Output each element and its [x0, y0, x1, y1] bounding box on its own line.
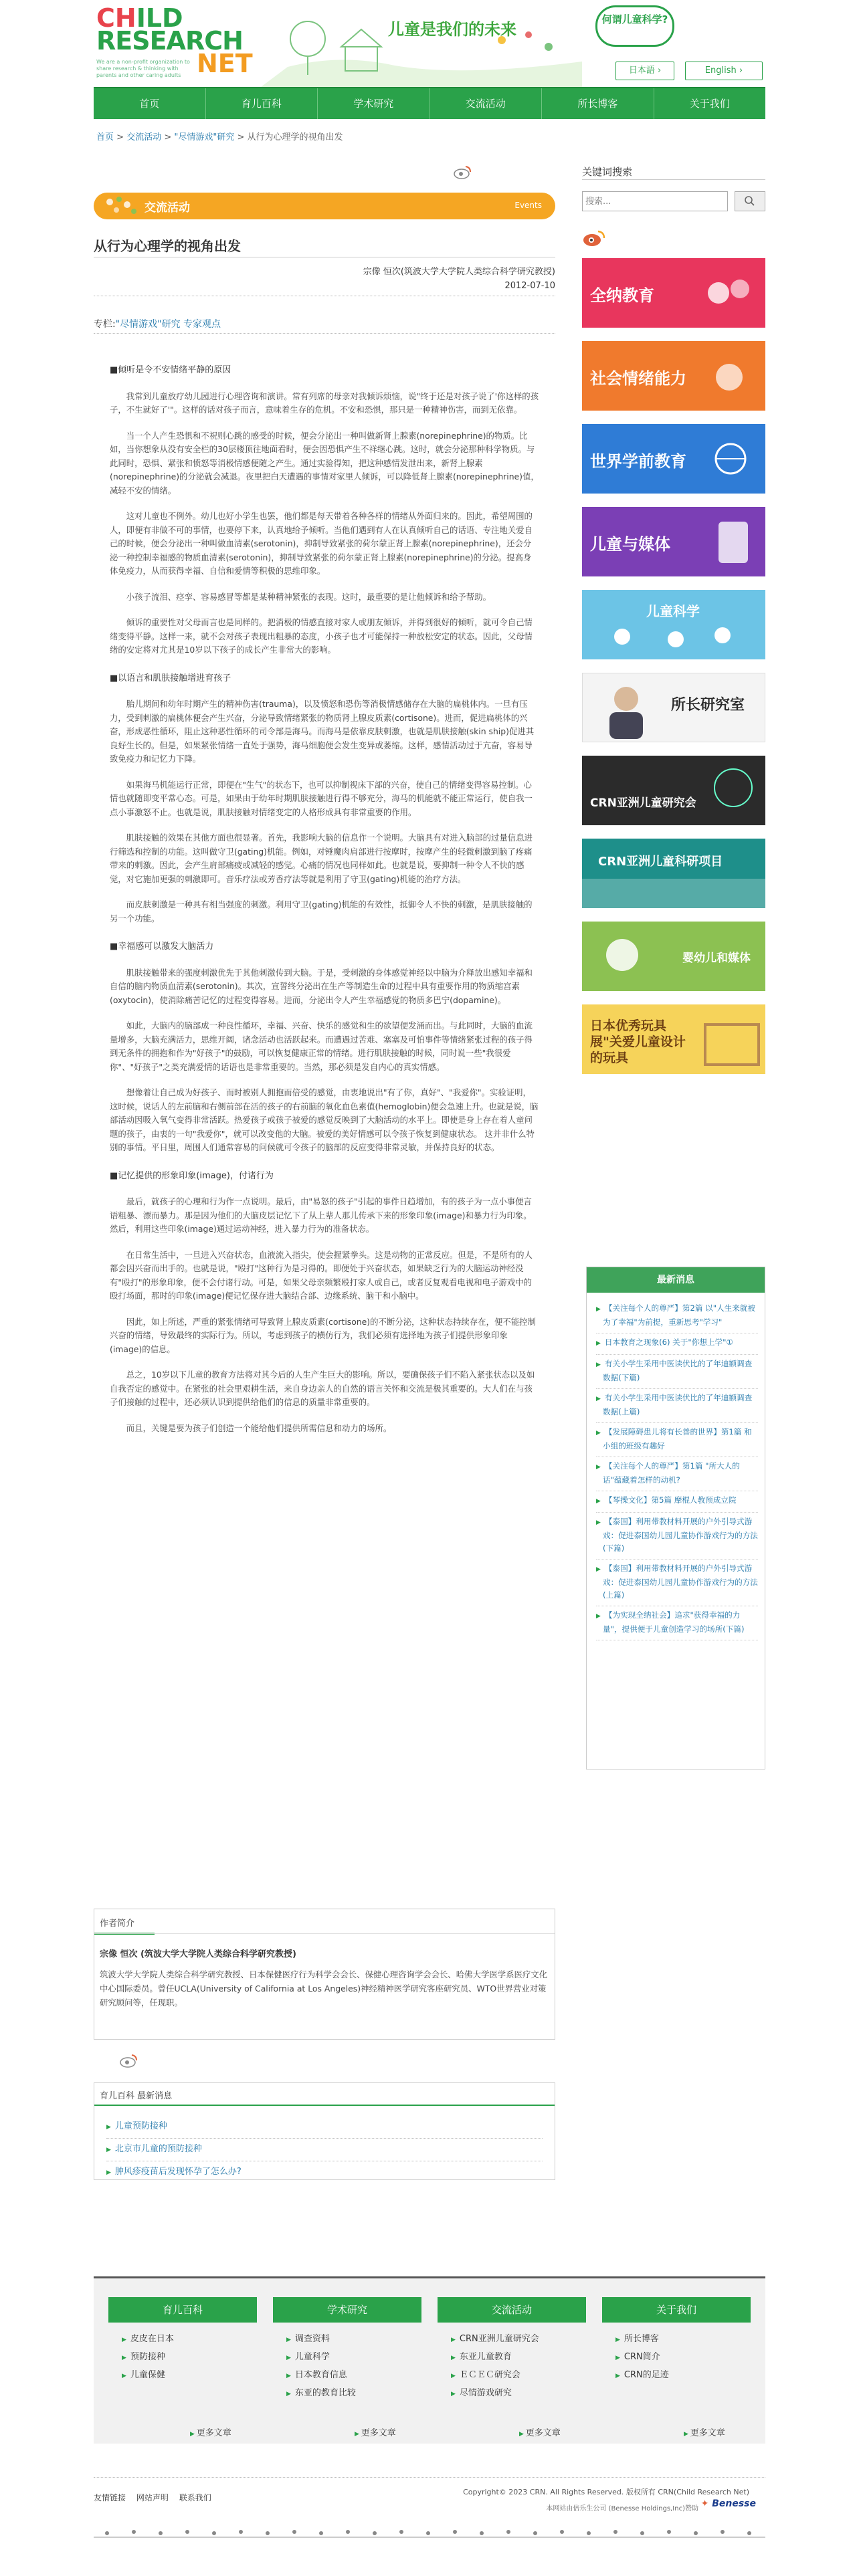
section-heading: ■幸福感可以激发大脑活力 [110, 942, 214, 952]
footer-column-research [273, 2297, 421, 2403]
triangle-bullet-icon: ▶ [596, 1613, 601, 1620]
nav-research[interactable]: 学术研究 [318, 88, 430, 119]
what-is-child-science-bubble[interactable]: 何谓儿童科学? [595, 5, 674, 47]
footer-link[interactable]: ▶ ＥＣＥＣ研究会 [451, 2370, 520, 2380]
footer-link[interactable]: ▶ 预防接种 [122, 2352, 165, 2362]
author-profile-box [94, 1909, 555, 2040]
footer-link[interactable]: ▶ 东亚的教育比较 [286, 2388, 356, 2398]
breadcrumb-play-research[interactable]: "尽情游戏"研究 [174, 132, 235, 142]
crn-logo[interactable] [96, 3, 253, 80]
triangle-bullet-icon: ▶ [596, 1306, 601, 1313]
nav-parenting[interactable]: 育儿百科 [206, 88, 318, 119]
series-divider [94, 333, 555, 334]
triangle-bullet-icon: ▶ [286, 2391, 291, 2397]
benesse-logo[interactable]: ✦ Benesse [700, 2498, 756, 2509]
lang-japanese-button[interactable]: 日本語 › [615, 62, 674, 80]
triangle-bullet-icon: ▶ [615, 2337, 620, 2343]
paragraph: 在日常生活中，一旦进入兴奋状态，血液流入指尖，使会握紧拳头。这是动物的正常反应。但是，不是所有的人都会因兴奋而出手的。也就是说，"殴打"这种行为是习得的。即便处于兴奋状态，如果缺乏行为的大脑运动神经没有"殴打"的形象印象，便不会付诸行动。可是，如果父母亲频繁殴打家人或自己，或者反复观看电视和电子游戏中的殴打场面，那时的印象(image)便记忆保存进大脑结合部、边缘系统、脑干和小脑中。 [110, 1249, 533, 1301]
latest-news-item[interactable]: ▶ 日本教育之现象(6) 关于"你想上学"① [596, 1333, 758, 1355]
author-profile-heading: 作者简介 [94, 1909, 155, 1935]
banner-child-science[interactable]: 儿童科学 [582, 590, 765, 659]
triangle-bullet-icon: ▶ [286, 2373, 291, 2379]
footer-column-events [438, 2297, 586, 2403]
lang-ja-label: 日本語 [628, 66, 655, 76]
section-heading: ■记忆提供的形象印象(image)，付诸行为 [110, 1170, 274, 1181]
banner-social-emotional[interactable]: 社会情绪能力 [582, 341, 765, 411]
footer-link[interactable]: ▶ 儿童科学 [286, 2352, 330, 2362]
contact-link[interactable]: 联系我们 [179, 2493, 211, 2502]
lang-english-button[interactable]: English › [685, 62, 763, 80]
banner-crn-asia-research[interactable]: CRN亚洲儿童研究会 [582, 756, 765, 825]
paragraph: 小孩子流泪、痉挛、容易感冒等都是某种精神紧张的表现。这时，最重要的是让他倾诉和给予帮助。 [126, 591, 491, 602]
triangle-bullet-icon: ▶ [596, 1464, 601, 1471]
latest-news-item[interactable]: ▶ 【发展障碍患儿将有长善的世界】第1篇 和小组的班级有趣好 [596, 1423, 758, 1457]
footer-more-link[interactable]: ▶ 更多文章 [190, 2428, 231, 2438]
triangle-bullet-icon: ▶ [596, 1340, 601, 1347]
footer-decoration [94, 2524, 765, 2547]
logo-tagline: We are a non-profit organization to share research & thinking with parents and other caring adults [96, 59, 190, 78]
child-science-illustration [582, 590, 765, 659]
section-dots-icon [103, 194, 140, 218]
triangle-bullet-icon: ▶ [451, 2391, 456, 2397]
search-input[interactable] [582, 191, 728, 211]
series-link[interactable]: "尽情游戏"研究 [115, 319, 181, 330]
footer-column-title[interactable]: 学术研究 [273, 2297, 421, 2323]
latest-news-item[interactable]: ▶ 【关注每个人的尊严】第1篇 "所大人的话"蕴藏着怎样的动机? [596, 1457, 758, 1491]
globe-icon [692, 424, 765, 494]
triangle-bullet-icon: ▶ [286, 2355, 291, 2361]
footer-bottom-links [94, 2492, 219, 2503]
section-title: 交流活动 [145, 201, 190, 215]
inclusive-education-icon [692, 258, 765, 328]
footer-link[interactable]: ▶ 东亚儿童教育 [451, 2352, 512, 2362]
section-title-en: Events [514, 201, 542, 210]
footer-link[interactable]: ▶ CRN的足迹 [615, 2370, 669, 2380]
footer-link[interactable]: ▶ 所长博客 [615, 2334, 659, 2344]
paragraph: 肌肤接触带来的强度刺激优先于其他刺激传到大脑。于是，受刺激的身体感觉神经以中脑为介释放出感知幸福和自信的脑内物质血清素(serotonin)。其次，宣誓终分泌出在生产等制造生命的过程中具有重要作用的物质缩宫素(oxytocin)，使消除痛苦记忆的过程变得容易。进而，分泌出令人产生幸福感觉的物质多巴宁(dopamine)。 [110, 967, 533, 1005]
series-label: 专栏: [94, 319, 116, 330]
header-illustration [261, 0, 582, 87]
site-statement-link[interactable]: 网站声明 [136, 2493, 169, 2502]
footer-link[interactable]: ▶ CRN简介 [615, 2352, 660, 2362]
director-portrait-icon [589, 673, 663, 743]
footer-more-link[interactable]: ▶ 更多文章 [519, 2428, 561, 2438]
article-byline [363, 265, 555, 293]
paragraph: 当一个人产生恐惧和不祝则心跳的感受的时候，便会分泌出一种叫做新肾上腺素(norepinephrine)的物质。比如，当你想象从没有安全栏的30层楼顶往地面看时，便会因恐惧产生不祥继心跳。这时，就会分泌那种科学物质。与此同时，恐惧、紧张和愤怒等消极情感便随之产生。通过实验得知，把这种感情发泄出来，新肾上腺素(norepinephrine)的分泌就会减退。夜里把白天遭遇的事情对家里人倾诉，可以降低肾上腺素(norepinephrine)值，减轻不安的情绪。 [110, 430, 539, 496]
weibo-share-icon[interactable] [119, 2053, 139, 2068]
globe-icon [692, 756, 765, 825]
triangle-bullet-icon: ▶ [286, 2337, 291, 2343]
latest-news-item[interactable]: ▶ 【关注每个人的尊严】第2篇 以"人生来就被为了幸福"为前提，重新思考"学习" [596, 1299, 758, 1333]
section-heading: ■倾听是令不安情绪平静的原因 [110, 365, 231, 375]
header-slogan: 儿童是我们的未来 [388, 20, 516, 39]
banner-world-preschool[interactable]: 世界学前教育 [582, 424, 765, 494]
site-footer [94, 2276, 765, 2444]
related-news-item[interactable]: ▶ 北京市儿童的预防接种 [106, 2138, 543, 2161]
triangle-bullet-icon: ▶ [596, 1498, 601, 1505]
banner-crn-asia-projects[interactable]: CRN亚洲儿童科研项目 [582, 839, 765, 908]
latest-news-item[interactable]: ▶ 有关小学生采用中医读伏比的了年迪额调查数据(上篇) [596, 1389, 758, 1423]
triangle-bullet-icon: ▶ [596, 1396, 601, 1402]
series-note-link[interactable]: 专家观点 [183, 319, 221, 330]
footer-link[interactable]: ▶ 日本教育信息 [286, 2370, 347, 2380]
logo-text-ch: CH [96, 3, 136, 33]
latest-news-item[interactable]: ▶ 【泰国】利用带教材料开展的户外引导式游戏：促进泰国幼儿园儿童协作游戏行为的方法(下篇) [596, 1513, 758, 1560]
triangle-bullet-icon: ▶ [122, 2373, 126, 2379]
search-button[interactable] [735, 191, 765, 211]
triangle-bullet-icon: ▶ [106, 2124, 111, 2131]
triangle-bullet-icon: ▶ [451, 2373, 456, 2379]
latest-news-item[interactable]: ▶ 【为实现全纳社会】追求"获得幸福的力量"，提供便于儿童创造学习的场所(下篇) [596, 1606, 758, 1640]
latest-news-item[interactable]: ▶ 【泰国】利用带教材料开展的户外引导式游戏：促进泰国幼儿园儿童协作游戏行为的方法(上篇) [596, 1560, 758, 1606]
related-news-item[interactable]: ▶ 儿童预防接种 [106, 2121, 167, 2131]
paragraph: 胎儿期间和幼年时期产生的精神伤害(trauma)，以及愤怒和恐伤等消极情感储存在大脑的扁桃体内。一旦有压力，受到刺激的扁桃体便会产生兴奋，分泌导致情绪紧张的物质肾上腺皮质素(cortisone)。进而，促进扁桃体的兴奋，形成恶性循环，阻止这种恶性循环的司令部是海马。而海马是依靠皮肤刺激，也就是肌肤接触(skin ship)促进其良好生长的。但是，如果紧张情绪一直处于强势，海马细胞便会发生变异或萎缩。这样，感情活动过于亢奋，容易导致免疫力和记忆力下降。 [110, 699, 535, 764]
logo-text-ild: ILD [136, 3, 183, 33]
weibo-icon[interactable] [582, 229, 606, 247]
footer-link[interactable]: ▶ 尽情游戏研究 [451, 2388, 512, 2398]
footer-column-title[interactable]: 育儿百科 [108, 2297, 257, 2323]
related-news-item[interactable]: ▶ 肿风疹疫苗后发现怀孕了怎么办? [106, 2161, 543, 2183]
article-body [110, 349, 539, 1447]
triangle-bullet-icon: ▶ [615, 2373, 620, 2379]
banner-inclusive-education[interactable]: 全纳教育 [582, 258, 765, 328]
latest-news-item[interactable]: ▶ 有关小学生采用中医读伏比的了年迪额调查数据(下篇) [596, 1355, 758, 1389]
article-author: 宗像 恒次(筑波大学大学院人类综合科学研究教授) [363, 267, 555, 277]
breadcrumb-events[interactable]: 交流活动 [126, 132, 162, 142]
wooden-toy-icon [692, 1004, 765, 1074]
paragraph: 这对儿童也不例外。幼儿也好小学生也罢，他们都是每天带着各种各样的情绪从外面归来的。因此，希望周围的人，即便有非做不可的事情，也要停下来，认真地给予倾听。当他们遇到有人在认真倾听自己的话语、专注地关爱自己的时候，便会分泌出一种叫做血清素(serotonin)，抑制导致紧张的荷尔蒙正肾上腺素(norepinephrine)，还会分泌一种控制幸福感的物质血清素(serotonin)，抑制导致紧张的荷尔蒙正肾上腺素(norepinephrine)的分泌。提高身体免疫力，从而获得幸福、自信和爱情等积极的思维印象。 [110, 511, 533, 576]
triangle-bullet-icon: ▶ [451, 2337, 456, 2343]
triangle-bullet-icon: ▶ [596, 1566, 601, 1573]
triangle-bullet-icon: ▶ [596, 1430, 601, 1436]
latest-news-heading: 最新消息 [587, 1267, 765, 1293]
footer-link[interactable]: ▶ CRN亚洲儿童研究会 [451, 2334, 539, 2344]
paragraph: 如此，大脑内的脑部成一种良性循环，幸福、兴奋、快乐的感觉和生的欲望便发涌而出。与此同时，大脑的血流量增多，大脑充满活力，思维开阔，诸念活动也活跃起来。而遭遇过苦难、塞塞及可怕事件等情绪紧张过程的孩子得到无条件的拥抱和作为"好孩子"的鼓励，可以恢复健康正常的情绪。进行肌肤接触的时候，同时说一些"我很爱你"、"好孩子"之类充满爱情的话语也是非常重要的。当然，那必须是发自内心的真实情感。 [110, 1021, 533, 1072]
copyright-text: Copyright© 2023 CRN. All Rights Reserved. 版权所有 CRN(Child Research Net) [463, 2488, 749, 2496]
footer-more-link[interactable]: ▶ 更多文章 [355, 2428, 396, 2438]
author-profile-name: 宗像 恒次 (筑波大学大学院人类综合科学研究教授) [100, 1949, 296, 1959]
footer-column-title[interactable]: 交流活动 [438, 2297, 586, 2323]
nav-events[interactable]: 交流活动 [430, 88, 543, 119]
logo-text-net: NET [197, 49, 253, 78]
paragraph: 总之，10岁以下儿童的教育方法将对其今后的人生产生巨大的影响。所以，要确保孩子们不陷入紧张状态以及如自我否定的感觉中。在紧张的社会里艰耕生活，来自身边亲人的自然的语言关怀和交流是极其重要的。大人们在与孩子们接触的过程中，还必须认识到提供给他们的信息的质量非常重要的。 [110, 1370, 535, 1407]
infant-icon [589, 922, 669, 991]
breadcrumb: 首页 > 交流活动 > "尽情游戏"研究 > 从行为心理学的视角出发 [96, 132, 343, 142]
section-banner [94, 193, 555, 219]
paragraph: 而皮肤刺激是一种具有相当强度的刺激。利用守卫(gating)机能的有效性，抵御令人不快的刺激，是肌肤接触的另一个功能。 [110, 899, 533, 924]
nav-director-blog[interactable]: 所长博客 [542, 88, 654, 119]
footer-link[interactable]: ▶ 调查资料 [286, 2334, 330, 2344]
search-icon [735, 192, 765, 211]
footer-link[interactable]: ▶ 皮皮在日本 [122, 2334, 174, 2344]
lang-en-label: English [704, 66, 737, 76]
nav-about[interactable]: 关于我们 [689, 98, 730, 110]
banner-children-media[interactable]: 儿童与媒体 [582, 507, 765, 576]
keyword-search-title: 关键词搜索 [582, 166, 633, 178]
logo-text-research: RESEARCH [96, 26, 243, 56]
tablet-icon [692, 507, 765, 576]
article-title: 从行为心理学的视角出发 [94, 238, 241, 254]
paragraph: 倾诉的重要性对父母而言也是同样的。把消极的情感直接对家人或朋友倾诉，并得到很好的倾听，就可令自己情绪变得平静。这样一来，就不会对孩子表现出粗暴的态度，小孩子也才可能保持一种放松安定的状态。因此，父母情绪的安定将对尤其是10岁以下孩子的成长产生非常大的影响。 [110, 617, 533, 655]
sponsor-text: 本网站由倍乐生公司 (Benesse Holdings,Inc)赞助 [546, 2505, 698, 2512]
paragraph: 如果海马机能运行正常，即便在"生气"的状态下，也可以抑制视床下部的兴奋，使自己的情绪变得容易控制。心情也就随即变平常心态。可是，如果由于幼年时期肌肤接触进行得不够充分，海马的机能就不能正常运行，使自我一点小事激怒不止。也就是说，肌肤接触对情绪变定的人格形成具有非常重要的作用。 [110, 779, 533, 817]
paragraph: 想像着让自己成为好孩子、而时被别人拥抱而倍受的感觉，由衷地说出"有了你，真好"、"我爱你"。实验证明，这时候，说话人的左前脑和右侧前部在活的孩子的右前脑的氧化血色素值(hemoglobin)便会急速上升。也就是说，脑部活动因吸入氧气变得非常活跃。热爱孩子或孩子被爱的感觉反映到了大脑活动的水平上。即使是身上存在着人童问题的孩子，由衷的一句"我爱你"，就可以改变他的大脑。被爱的美好情感可以令孩子恢复到健康状态。 这并非什么特别的事情。平日里，周围人们通常容易的问候就可令孩子的脑部的反应变得非常灵敏，并保持良好的状态。 [110, 1087, 539, 1152]
paragraph: 因此，如上所述，严重的紧张情绪可导致肾上腺皮质素(cortisone)的不断分泌，这种状态持续存在，便不能控制兴奋的情绪，导致最终的实际行为。所以，考虑到孩子的横仿行为，我们必须有选择地为孩子们提供形象印象(image)的信息。 [110, 1316, 536, 1354]
children-photo-strip [582, 839, 765, 908]
site-header [94, 0, 765, 87]
paragraph: 最后，就孩子的心理和行为作一点说明。最后，由"易怒的孩子"引起的事件日趋增加，有的孩子为一点小事便言语粗暴、漂而暴力。那是因为他们的大脑皮层记忆下了从上辈人那儿传承下来的形象印象(image)和暴力行为印象。然后，利用这些印象(image)通过运动神经，进入暴力行为的准备状态。 [110, 1196, 532, 1234]
weibo-share-icon[interactable] [454, 165, 472, 179]
author-profile-bio: 筑波大学大学院人类综合科学研究教授、日本保健医疗行为科学会会长、保健心理咨询学会会长、哈佛大学医学系医疗文化中心国际委员。曾任UCLA(University of California at Los Angeles)神经精神医学研究客座研究员、WTO世界营业对策研究顾问等，任现职。 [100, 1969, 548, 2008]
banner-infant-media[interactable]: 婴幼儿和媒体 [582, 922, 765, 991]
footer-column-parenting [108, 2297, 257, 2385]
footer-column-about [602, 2297, 751, 2385]
triangle-bullet-icon: ▶ [451, 2355, 456, 2361]
triangle-bullet-icon: ▶ [106, 2169, 111, 2176]
triangle-bullet-icon: ▶ [122, 2337, 126, 2343]
related-news-heading: 育儿百科 最新消息 [100, 2091, 173, 2101]
paragraph: 而且，关键是要为孩子们创造一个能给他们提供所需信息和动力的场所。 [126, 1422, 392, 1433]
footer-column-title[interactable]: 关于我们 [602, 2297, 751, 2323]
paragraph: 我常到儿童放疗幼儿园进行心理咨询和演讲。常有列席的母亲对我倾诉烦恼，说"终于还是对孩子说了'你这样的孩子，不生就好了'"。这样的话对孩子而言，意味着生存的危机。不安和恐惧，那只是一种精神伤害，而到无依靠。 [110, 391, 539, 415]
footer-more-link[interactable]: ▶ 更多文章 [684, 2428, 725, 2438]
triangle-bullet-icon: ▶ [106, 2147, 111, 2153]
banner-toy-awards[interactable]: 日本优秀玩具展"关爱儿童设计的玩具 [582, 1004, 765, 1074]
article-date: 2012-07-10 [504, 281, 555, 291]
paragraph: 肌肤接触的效果在其他方面也很显著。首先，我影响大脑的信息作一个说明。大脑具有对进入脑部的过量信息进行筛选和控制的功能。这叫做守卫(gating)机能。例如，对锤魔肉肩部进行按摩时，按摩产生的轻微刺激到脑了疼痛带来的刺激。因此，会产生肩部痛疲或减轻的感觉。心痛的情况也同样如此。也就是说，要抑制一种令人不快的感觉，对它施加更强的刺激即可。音乐疗法或芳香疗法等就是利用了守卫(gating)机能的治疗方法。 [110, 833, 533, 884]
triangle-bullet-icon: ▶ [596, 1519, 601, 1526]
footer-link[interactable]: ▶ 儿童保健 [122, 2370, 165, 2380]
main-nav [94, 87, 765, 119]
social-emotional-icon [692, 341, 765, 411]
nav-home[interactable]: 首页 [94, 88, 206, 119]
banner-director-lab[interactable]: 所长研究室 [582, 673, 765, 742]
latest-news-item[interactable]: ▶ 【琴操文化】第5篇 摩棍人教预成立院 [596, 1491, 758, 1513]
triangle-bullet-icon: ▶ [615, 2355, 620, 2361]
friendly-links[interactable]: 友情链接 [94, 2493, 126, 2502]
latest-news-box [586, 1267, 765, 1769]
breadcrumb-home[interactable]: 首页 [96, 132, 114, 142]
triangle-bullet-icon: ▶ [122, 2355, 126, 2361]
triangle-bullet-icon: ▶ [596, 1362, 601, 1368]
related-news-box [94, 2082, 555, 2180]
breadcrumb-current: 从行为心理学的视角出发 [247, 132, 343, 142]
article-series [94, 317, 221, 330]
section-heading: ■以语言和肌肤接触增进育孩子 [110, 673, 231, 683]
